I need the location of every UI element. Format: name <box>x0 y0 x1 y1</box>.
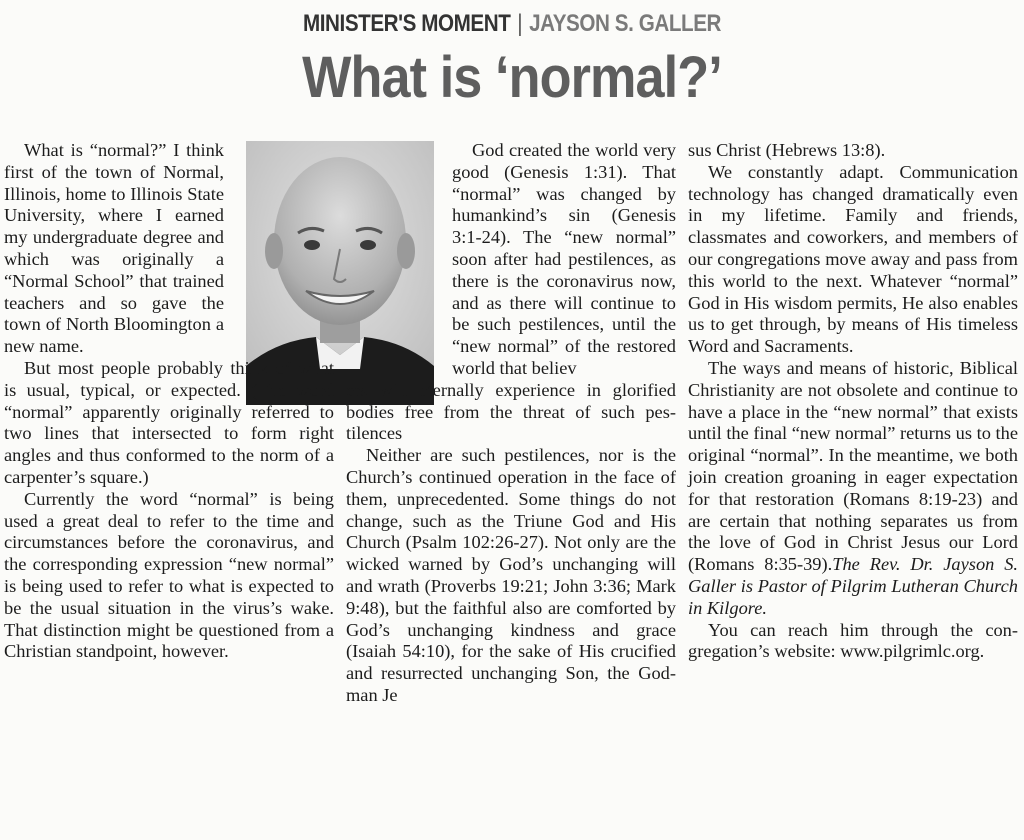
paragraph-continued: ers will eternally experience in glorified bodies free from the threat of such pestilences <box>346 379 676 444</box>
paragraph-text: The ways and means of historic, Biblical Christianity are not obsolete and continue to have a place in the “new normal” that exists until the final “new normal” returns us to the original “normal”. In the meantime, we both join creation groaning in eager expectation for that restoration (Romans 8:19-23) and are certain that nothing separates us from the love of God in Christ Jesus our Lord (Romans 8:35-39). <box>688 357 1018 575</box>
article-column-3 <box>688 140 1018 663</box>
paragraph: You can reach him through the congregation’s website: www.pilgrimlc.org. <box>688 619 1018 662</box>
paragraph: But most people probably think of what is usual, typical, or expected. (The word “normal” apparently originally referred to two lines that intersected to form right angles and thus conformed to the norm of a carpenter’s square.) <box>4 357 334 487</box>
column-name: MINISTER'S MOMENT <box>302 10 511 37</box>
article-column-2 <box>346 140 676 707</box>
column-kicker <box>72 10 953 38</box>
paragraph: God created the world very good (Genesis 1:31). That “normal” was changed by humankind’s sin (Genesis 3:1-24). The “new normal” soon after had pestilences, as there is the coronavirus now, and as there will continue to be such pestilences, until the “new normal” of the restored world that believ <box>452 140 676 378</box>
author-bio: The Rev. Dr. Jayson S. Galler is Pastor of Pilgrim Lutheran Church in Kilgore. <box>688 554 1019 618</box>
paragraph-continued: sus Christ (Hebrews 13:8). <box>688 140 886 160</box>
kicker-separator: | <box>517 10 523 37</box>
paragraph: We constantly adapt. Communication technology has changed dramatically even in my lifetime. Family and friends, classmates and coworkers, and members of our congregations move away and pass from this world to the next. Whatever “normal” God in His wisdom permits, He also enables us to get through, by means of His timeless Word and Sacraments. <box>688 161 1018 357</box>
paragraph: Currently the word “normal” is being used a great deal to refer to the time and circumstances before the coronavirus, and the corresponding expression “new normal” is being used to refer to what is expected to be the usual situation in the virus’s wake. That distinction might be questioned from a Christian standpoint, however. <box>4 488 334 662</box>
paragraph: What is “normal?” I think first of the town of Normal, Illinois, home to Illinois State University, where I earned my undergraduate degree and which was originally a “Normal School” that trained teachers and so gave the town of North Bloomington a new name. <box>4 140 224 357</box>
article-column-1 <box>4 140 334 663</box>
paragraph <box>688 358 1018 620</box>
article-headline: What is ‘normal?’ <box>302 45 722 110</box>
author-byline: JAYSON S. GALLER <box>529 10 722 37</box>
paragraph: Neither are such pestilences, nor is the Church’s continued operation in the face of them, unprecedented. Some things do not change, such as the Triune God and His Church (Psalm 102:26-27). Not only are the wicked warned by God’s unchanging will and wrath (Proverbs 19:21; John 3:36; Mark 9:48), but the faithful also are comforted by God’s unchanging kindness and grace (Isaiah 54:10), for the sake of His crucified and resurrected unchanging Son, the God-man Je <box>346 445 676 705</box>
